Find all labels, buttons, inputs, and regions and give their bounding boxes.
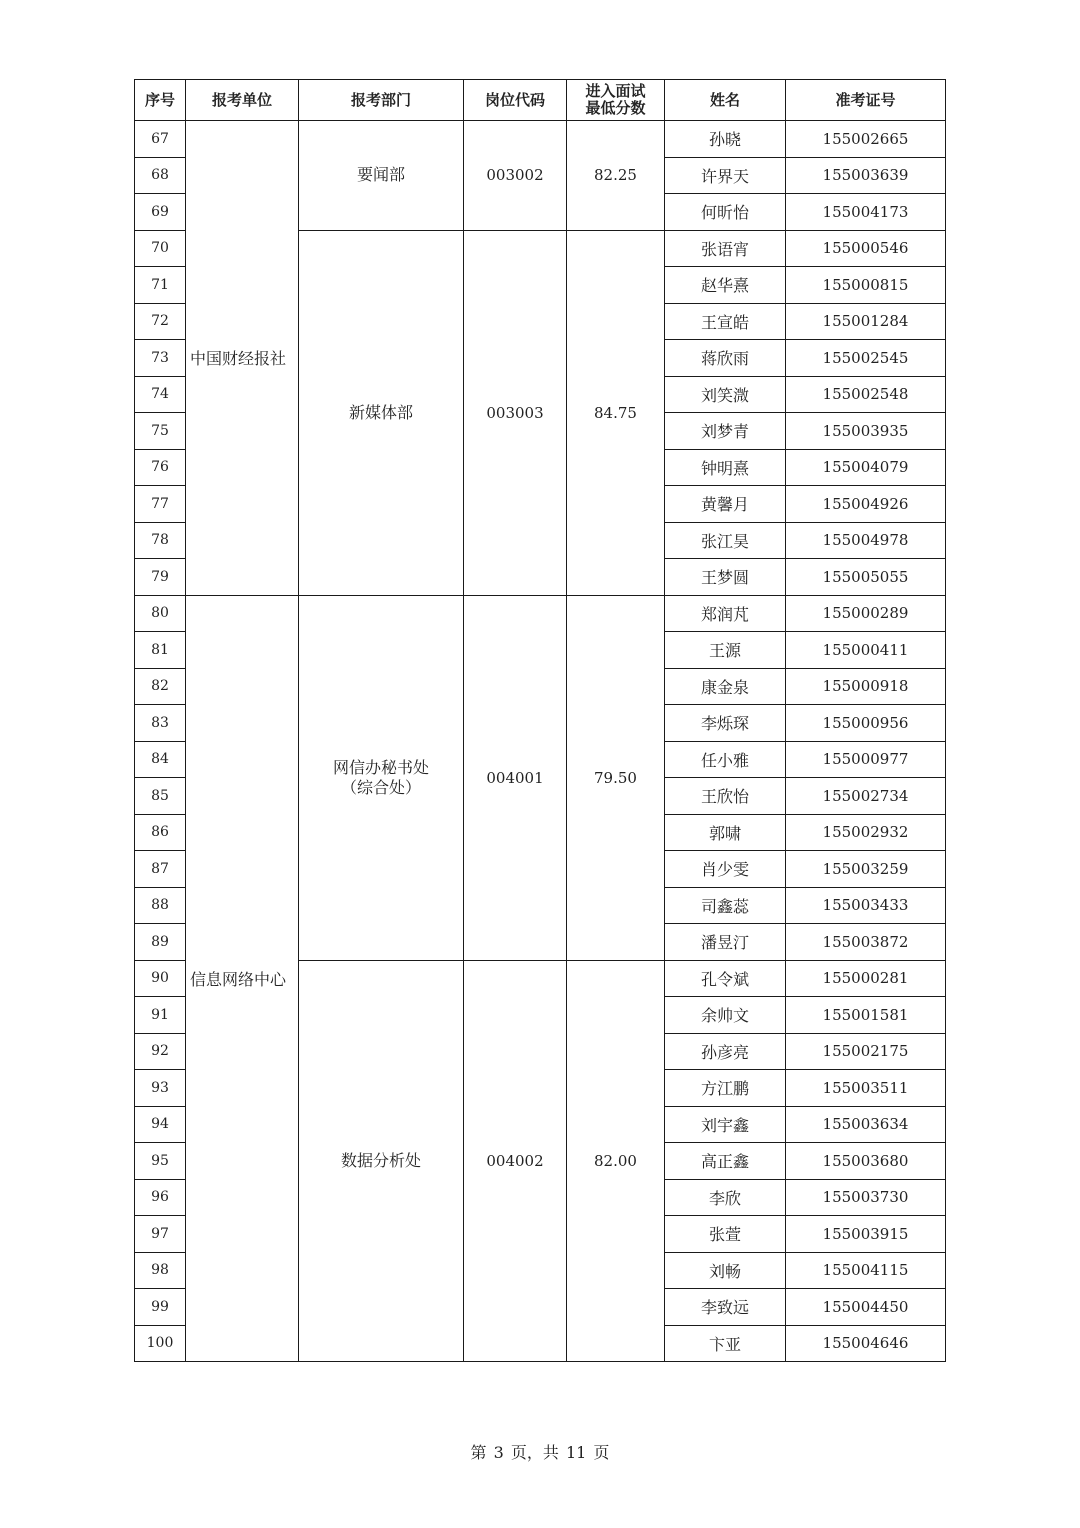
header-code: 岗位代码 <box>464 80 567 121</box>
ticket-cell: 155003730 <box>786 1179 946 1216</box>
name-cell: 刘笑溦 <box>665 376 786 413</box>
code-cell: 003003 <box>464 230 567 595</box>
ticket-cell: 155004646 <box>786 1325 946 1362</box>
name-cell: 王欣怡 <box>665 778 786 815</box>
ticket-cell: 155000815 <box>786 267 946 304</box>
seq-cell: 78 <box>135 522 186 559</box>
ticket-cell: 155000918 <box>786 668 946 705</box>
seq-cell: 82 <box>135 668 186 705</box>
ticket-cell: 155000977 <box>786 741 946 778</box>
header-score <box>567 80 665 121</box>
seq-cell: 76 <box>135 449 186 486</box>
seq-cell: 86 <box>135 814 186 851</box>
ticket-cell: 155004926 <box>786 486 946 523</box>
ticket-cell: 155003915 <box>786 1216 946 1253</box>
name-cell: 张江昊 <box>665 522 786 559</box>
ticket-cell: 155000956 <box>786 705 946 742</box>
ticket-cell: 155003259 <box>786 851 946 888</box>
ticket-cell: 155002548 <box>786 376 946 413</box>
ticket-cell: 155002932 <box>786 814 946 851</box>
page-footer: 第 3 页，共 11 页 <box>470 1443 610 1462</box>
ticket-cell: 155003639 <box>786 157 946 194</box>
name-cell: 李欣 <box>665 1179 786 1216</box>
ticket-cell: 155003872 <box>786 924 946 961</box>
code-cell: 004002 <box>464 960 567 1362</box>
seq-cell: 89 <box>135 924 186 961</box>
name-cell: 李致远 <box>665 1289 786 1326</box>
seq-cell: 87 <box>135 851 186 888</box>
name-cell: 刘梦青 <box>665 413 786 450</box>
name-cell: 钟明熹 <box>665 449 786 486</box>
ticket-cell: 155004079 <box>786 449 946 486</box>
name-cell: 刘畅 <box>665 1252 786 1289</box>
ticket-cell: 155000411 <box>786 632 946 669</box>
dept-cell <box>299 230 464 595</box>
seq-cell: 95 <box>135 1143 186 1180</box>
ticket-cell: 155004978 <box>786 522 946 559</box>
name-cell: 王宣皓 <box>665 303 786 340</box>
ticket-cell: 155000289 <box>786 595 946 632</box>
score-cell: 82.00 <box>567 960 665 1362</box>
dept-name-sub: （综合处） <box>340 777 421 797</box>
name-cell: 司鑫蕊 <box>665 887 786 924</box>
ticket-cell: 155000281 <box>786 960 946 997</box>
table-row <box>135 121 946 158</box>
header-ticket: 准考证号 <box>786 80 946 121</box>
name-cell: 方江鹏 <box>665 1070 786 1107</box>
seq-cell: 75 <box>135 413 186 450</box>
seq-cell: 74 <box>135 376 186 413</box>
score-cell: 79.50 <box>567 595 665 960</box>
seq-cell: 92 <box>135 1033 186 1070</box>
header-unit: 报考单位 <box>186 80 299 121</box>
dept-cell <box>299 960 464 1362</box>
dept-name: 新媒体部 <box>348 402 413 422</box>
seq-cell: 70 <box>135 230 186 267</box>
name-cell: 孔令斌 <box>665 960 786 997</box>
seq-cell: 83 <box>135 705 186 742</box>
unit-cell: 中国财经报社 <box>186 121 299 596</box>
ticket-cell: 155002175 <box>786 1033 946 1070</box>
dept-name: 要闻部 <box>356 165 405 185</box>
seq-cell: 79 <box>135 559 186 596</box>
seq-cell: 100 <box>135 1325 186 1362</box>
ticket-cell: 155003935 <box>786 413 946 450</box>
seq-cell: 84 <box>135 741 186 778</box>
header-dept: 报考部门 <box>299 80 464 121</box>
dept-cell <box>299 595 464 960</box>
seq-cell: 69 <box>135 194 186 231</box>
ticket-cell: 155003680 <box>786 1143 946 1180</box>
name-cell: 何昕怡 <box>665 194 786 231</box>
name-cell: 潘昱汀 <box>665 924 786 961</box>
seq-cell: 73 <box>135 340 186 377</box>
name-cell: 郑润芃 <box>665 595 786 632</box>
name-cell: 任小雅 <box>665 741 786 778</box>
seq-cell: 81 <box>135 632 186 669</box>
ticket-cell: 155005055 <box>786 559 946 596</box>
ticket-cell: 155002734 <box>786 778 946 815</box>
seq-cell: 77 <box>135 486 186 523</box>
score-cell: 84.75 <box>567 230 665 595</box>
dept-cell <box>299 121 464 231</box>
code-cell: 003002 <box>464 121 567 231</box>
name-cell: 张萱 <box>665 1216 786 1253</box>
ticket-cell: 155004173 <box>786 194 946 231</box>
code-cell: 004001 <box>464 595 567 960</box>
ticket-cell: 155004450 <box>786 1289 946 1326</box>
seq-cell: 97 <box>135 1216 186 1253</box>
name-cell: 康金泉 <box>665 668 786 705</box>
name-cell: 许界天 <box>665 157 786 194</box>
ticket-cell: 155002665 <box>786 121 946 158</box>
dept-name: 网信办秘书处 <box>332 757 429 777</box>
seq-cell: 71 <box>135 267 186 304</box>
name-cell: 余帅文 <box>665 997 786 1034</box>
candidate-table <box>134 79 946 1362</box>
ticket-cell: 155004115 <box>786 1252 946 1289</box>
seq-cell: 96 <box>135 1179 186 1216</box>
name-cell: 张语宵 <box>665 230 786 267</box>
name-cell: 赵华熹 <box>665 267 786 304</box>
name-cell: 郭啸 <box>665 814 786 851</box>
ticket-cell: 155001284 <box>786 303 946 340</box>
ticket-cell: 155003634 <box>786 1106 946 1143</box>
seq-cell: 91 <box>135 997 186 1034</box>
name-cell: 孙彦亮 <box>665 1033 786 1070</box>
header-seq: 序号 <box>135 80 186 121</box>
header-score-line2: 最低分数 <box>585 99 646 117</box>
seq-cell: 93 <box>135 1070 186 1107</box>
name-cell: 高正鑫 <box>665 1143 786 1180</box>
header-score-line1: 进入面试 <box>585 82 646 100</box>
name-cell: 卞亚 <box>665 1325 786 1362</box>
seq-cell: 68 <box>135 157 186 194</box>
name-cell: 李烁琛 <box>665 705 786 742</box>
seq-cell: 88 <box>135 887 186 924</box>
name-cell: 王源 <box>665 632 786 669</box>
score-cell: 82.25 <box>567 121 665 231</box>
dept-name: 数据分析处 <box>340 1150 421 1170</box>
ticket-cell: 155000546 <box>786 230 946 267</box>
seq-cell: 98 <box>135 1252 186 1289</box>
seq-cell: 72 <box>135 303 186 340</box>
table-row <box>135 595 946 632</box>
seq-cell: 99 <box>135 1289 186 1326</box>
ticket-cell: 155003511 <box>786 1070 946 1107</box>
seq-cell: 90 <box>135 960 186 997</box>
ticket-cell: 155002545 <box>786 340 946 377</box>
seq-cell: 85 <box>135 778 186 815</box>
name-cell: 孙晓 <box>665 121 786 158</box>
seq-cell: 94 <box>135 1106 186 1143</box>
seq-cell: 80 <box>135 595 186 632</box>
table-body <box>135 121 946 1362</box>
name-cell: 蒋欣雨 <box>665 340 786 377</box>
ticket-cell: 155003433 <box>786 887 946 924</box>
header-name: 姓名 <box>665 80 786 121</box>
ticket-cell: 155001581 <box>786 997 946 1034</box>
name-cell: 王梦圆 <box>665 559 786 596</box>
unit-cell: 信息网络中心 <box>186 595 299 1362</box>
name-cell: 刘宇鑫 <box>665 1106 786 1143</box>
name-cell: 黄馨月 <box>665 486 786 523</box>
name-cell: 肖少雯 <box>665 851 786 888</box>
header-row <box>135 80 946 121</box>
seq-cell: 67 <box>135 121 186 158</box>
